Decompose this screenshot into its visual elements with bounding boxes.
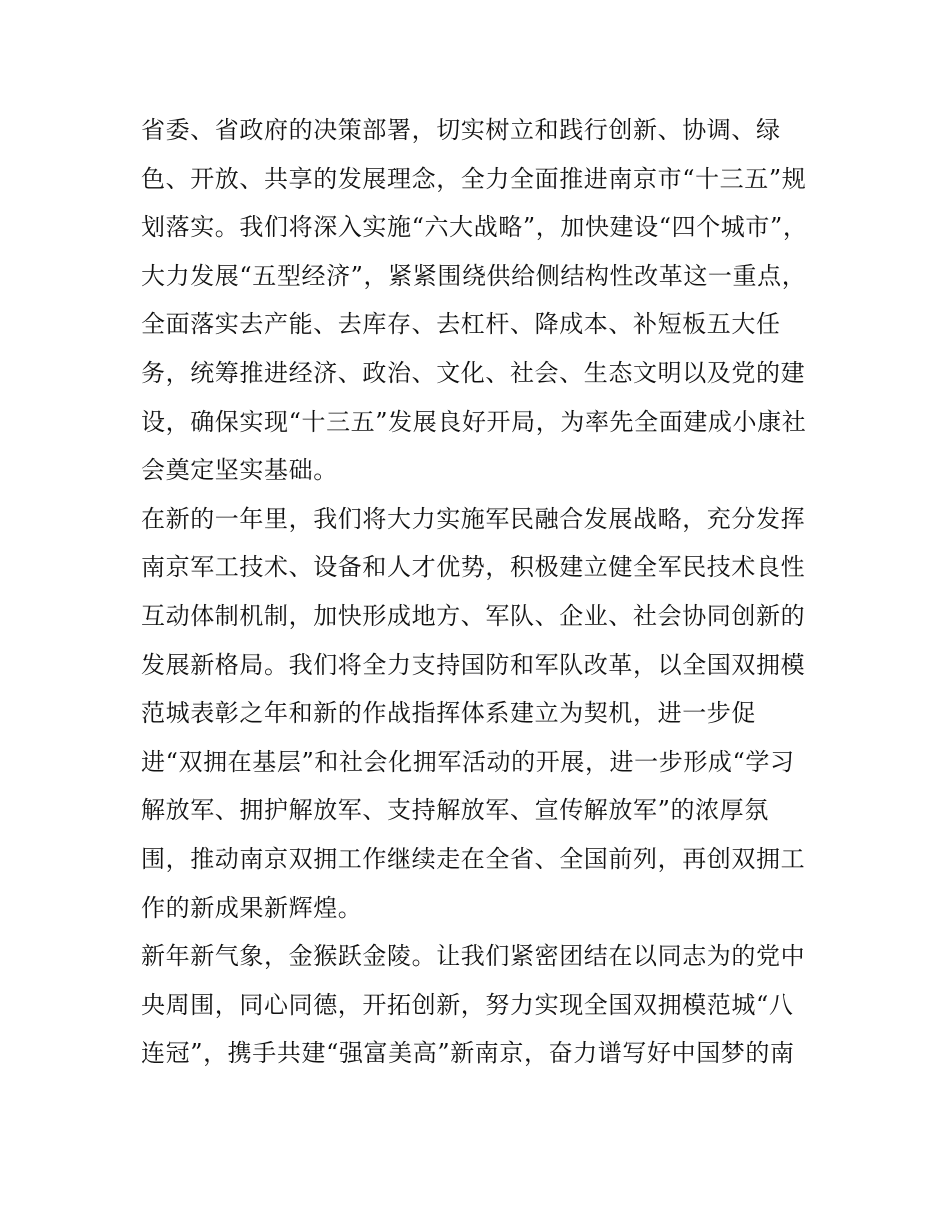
text-line: 会奠定坚实基础。	[141, 456, 338, 485]
text-line: 央周围，同心同德，开拓创新，努力实现全国双拥模范城“八	[141, 990, 794, 1019]
text-line: 划落实。我们将深入实施“六大战略”，加快建设“四个城市”，	[141, 213, 808, 242]
text-line: 新年新气象，金猴跃金陵。让我们紧密团结在以同志为的党中	[141, 942, 806, 971]
text-line: 连冠”，携手共建“强富美高”新南京，奋力谱写好中国梦的南	[141, 1039, 795, 1068]
text-line: 设，确保实现“十三五”发展良好开局，为率先全面建成小康社	[141, 407, 807, 436]
text-line: 在新的一年里，我们将大力实施军民融合发展战略，充分发挥	[141, 504, 806, 533]
text-line: 省委、省政府的决策部署，切实树立和践行创新、协调、绿	[141, 116, 781, 144]
text-line: 色、开放、共享的发展理念，全力全面推进南京市“十三五”规	[141, 164, 807, 193]
text-line: 解放军、拥护解放军、支持解放军、宣传解放军”的浓厚氛	[141, 796, 769, 825]
document-body	[141, 106, 821, 1078]
text-line: 大力发展“五型经济”，紧紧围绕供给侧结构性改革这一重点，	[141, 261, 807, 290]
text-line: 务，统筹推进经济、政治、文化、社会、生态文明以及党的建	[141, 358, 806, 387]
text-line: 南京军工技术、设备和人才优势，积极建立健全军民技术良性	[141, 553, 806, 582]
text-line: 进“双拥在基层”和社会化拥军活动的开展，进一步形成“学习	[141, 747, 795, 776]
text-line: 围，推动南京双拥工作继续走在全省、全国前列，再创双拥工	[141, 844, 806, 873]
text-line: 范城表彰之年和新的作战指挥体系建立为契机，进一步促	[141, 699, 756, 728]
text-line: 作的新成果新辉煌。	[141, 893, 363, 922]
text-line: 发展新格局。我们将全力支持国防和军队改革，以全国双拥模	[141, 650, 806, 679]
text-line: 互动体制机制，加快形成地方、军队、企业、社会协同创新的	[141, 601, 806, 630]
text-line: 全面落实去产能、去库存、去杠杆、降成本、补短板五大任	[141, 310, 781, 339]
